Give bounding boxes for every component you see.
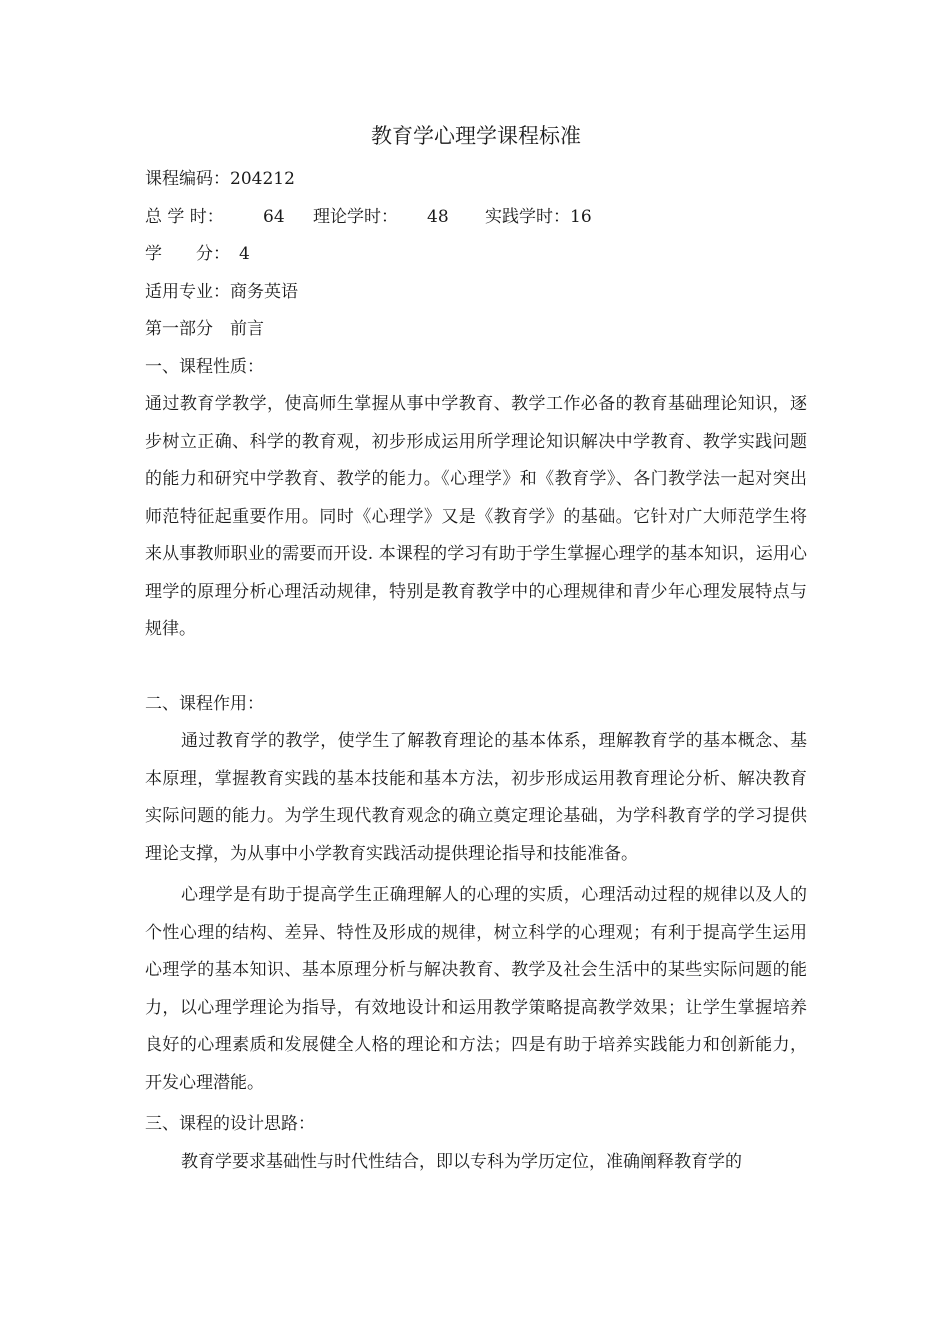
section1-paragraph: 通过教育学教学，使高师生掌握从事中学教育、教学工作必备的教育基础理论知识，逐步树立正确、科学的教育观，初步形成运用所学理论知识解决中学教育、教学实践问题的能力和研究中学教育、教学的能力。《心理学》和《教育学》、各门教学法一起对突出师范特征起重要作用。同时《心理学》又是《教育学》的基础。它针对广大师范学生将来从事教师职业的需要而开设. 本课程的学习有助于学生掌握心理学的基本知识，运用心理学的原理分析心理活动规律，特别是教育教学中的心理规律和青少年心理发展特点与规律。 (145, 394, 807, 639)
credits-value: 4 (239, 244, 250, 264)
total-hours-label: 总 学 时： (145, 206, 224, 227)
credits-label: 学 分： (145, 244, 230, 264)
section2-paragraph-1: 通过教育学的教学，使学生了解教育理论的基本体系，理解教育学的基本概念、基本原理，掌握教育实践的基本技能和基本方法，初步形成运用教育理论分析、解决教育实际问题的能力。为学生现代教育观念的确立奠定理论基础，为学科教育学的学习提供理论支撑，为从事中小学教育实践活动提供理论指导和技能准备。 (145, 731, 807, 864)
section3-paragraph: 教育学要求基础性与时代性结合，即以专科为学历定位，准确阐释教育学的 (181, 1151, 742, 1172)
course-hours-line (145, 199, 807, 237)
section3-heading: 三、课程的设计思路： (145, 1114, 315, 1134)
course-code: 课程编码：204212 (145, 169, 295, 189)
document-page (145, 118, 807, 1181)
document-title: 教育学心理学课程标准 (371, 124, 581, 148)
practice-hours: 实践学时：16 (485, 206, 592, 227)
part1-heading: 第一部分 前言 (145, 319, 264, 339)
total-hours-value: 64 (263, 206, 285, 227)
section2-heading: 二、课程作用： (145, 693, 264, 714)
section1-heading: 一、课程性质： (145, 356, 264, 377)
theory-hours-label: 理论学时： (313, 206, 398, 227)
applicable-major: 适用专业：商务英语 (145, 281, 298, 302)
section2-paragraph-2: 心理学是有助于提高学生正确理解人的心理的实质，心理活动过程的规律以及人的个性心理的结构、差异、特性及形成的规律，树立科学的心理观；有利于提高学生运用心理学的基本知识、基本原理分析与解决教育、教学及社会生活中的某些实际问题的能力，以心理学理论为指导，有效地设计和运用教学策略提高教学效果；让学生掌握培养良好的心理素质和发展健全人格的理论和方法；四是有助于培养实践能力和创新能力，开发心理潜能。 (145, 885, 807, 1093)
credits-line (145, 236, 807, 274)
theory-hours-value: 48 (427, 206, 449, 227)
blank-line (145, 649, 807, 686)
